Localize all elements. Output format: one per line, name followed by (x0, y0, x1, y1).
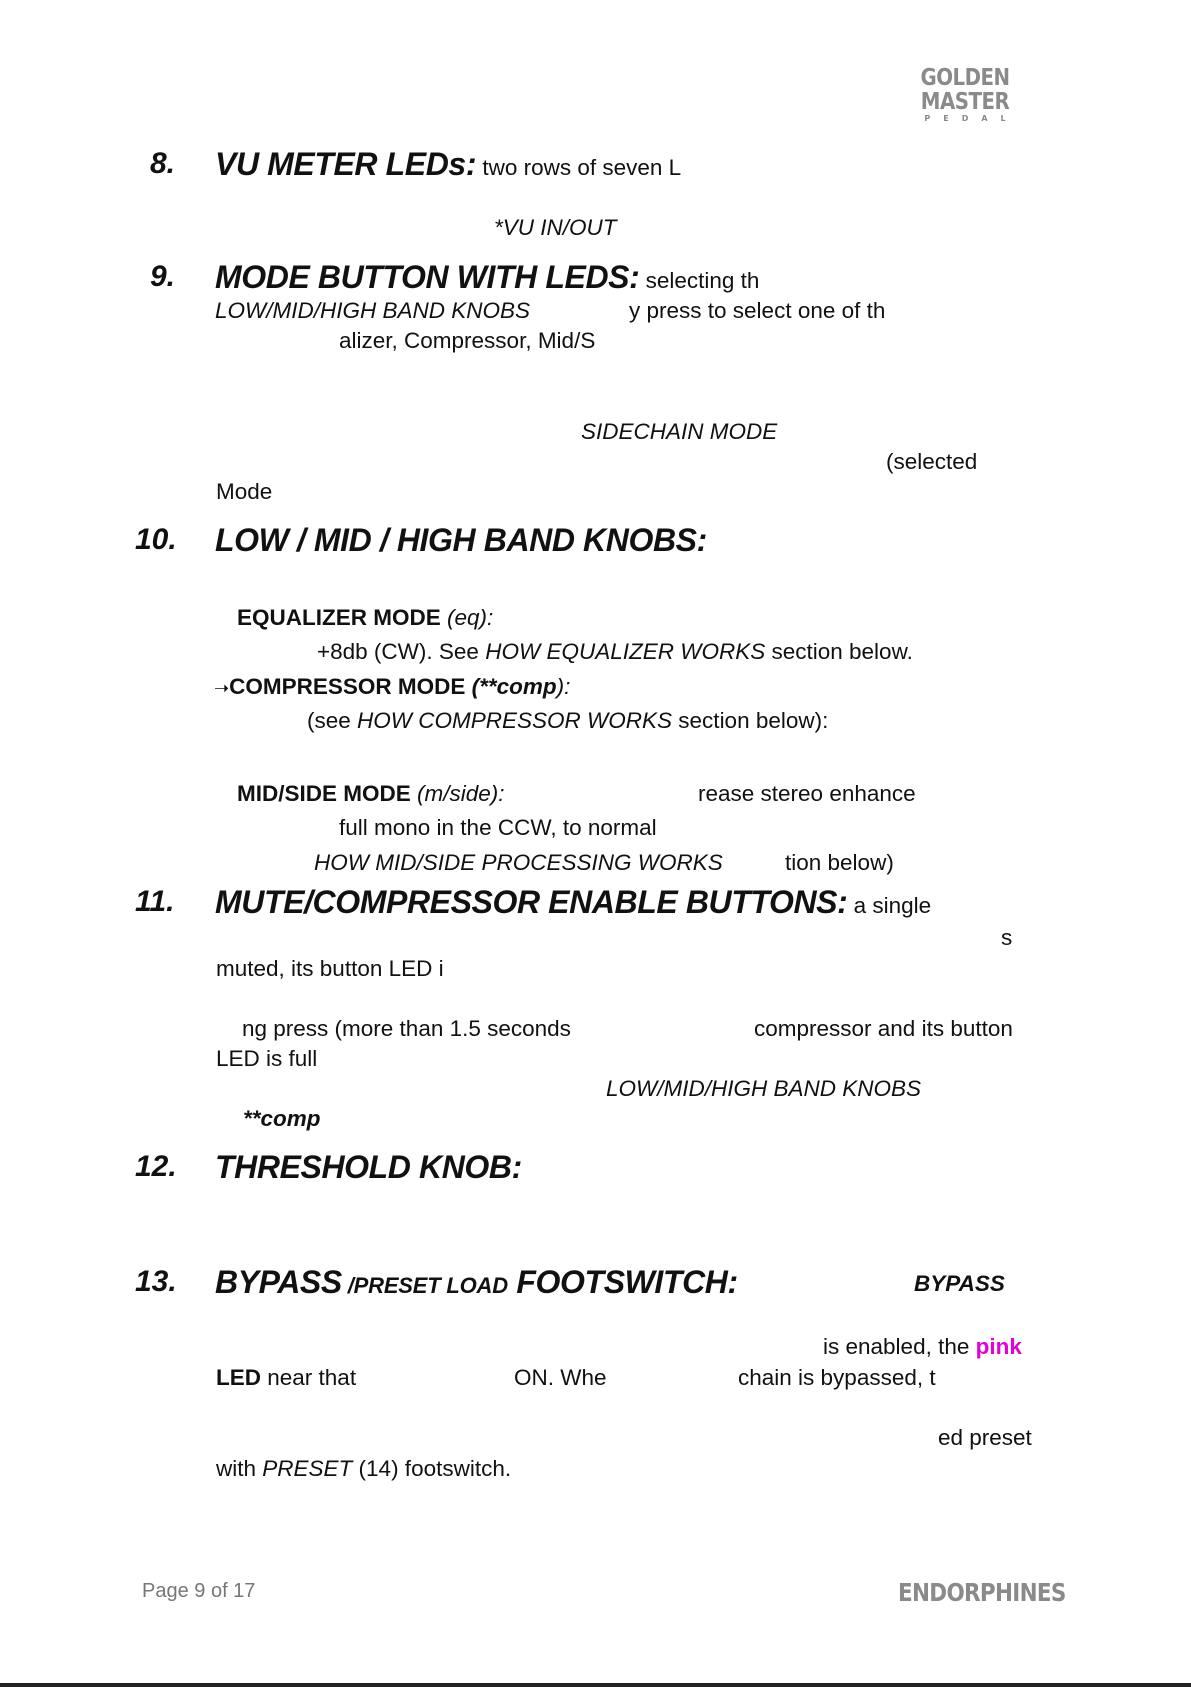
section-9-heading (215, 258, 759, 296)
section-13-number: 13. (135, 1265, 177, 1298)
preset-ref: PRESET (262, 1456, 353, 1481)
section-9-line2: y press to select one of th (629, 298, 886, 323)
section-11-knobs-ref: LOW/MID/HIGH BAND KNOBS (606, 1076, 922, 1101)
section-13-line3a-text: near that (261, 1365, 357, 1390)
section-13-line4: ed preset (938, 1425, 1032, 1450)
led-word: LED (216, 1365, 261, 1390)
section-11-line4: LED is full (216, 1046, 318, 1071)
comp-desc-end: section below): (672, 708, 829, 733)
eq-desc-end: section below. (765, 639, 913, 664)
comp-desc-ref: HOW COMPRESSOR WORKS (357, 708, 673, 733)
section-8-title: VU METER LEDs: (215, 146, 477, 182)
ms-mode-line3: tion below) (785, 850, 894, 875)
section-13-line3a (216, 1364, 356, 1392)
section-13-heading (215, 1263, 738, 1301)
section-9-text: selecting th (639, 268, 760, 293)
arrow-icon: ➝ (214, 678, 230, 698)
section-11-title: MUTE/COMPRESSOR ENABLE BUTTONS: (215, 884, 848, 920)
eq-desc-ref: HOW EQUALIZER WORKS (485, 639, 766, 664)
section-9-knobs-ref: LOW/MID/HIGH BAND KNOBS (215, 298, 531, 323)
section-13-line5-end: (14) footswitch. (352, 1456, 512, 1481)
section-12-title: THRESHOLD KNOB: (215, 1149, 522, 1185)
section-12-number: 12. (135, 1150, 177, 1183)
section-9-line3: alizer, Compressor, Mid/S (339, 328, 596, 353)
section-11-line3a: ng press (more than 1.5 seconds (242, 1016, 571, 1041)
section-10-title: LOW / MID / HIGH BAND KNOBS: (215, 522, 707, 558)
section-13-title-bypass: BYPASS (215, 1264, 342, 1300)
footer-brand-logo: ENDORPHINES (898, 1578, 1066, 1607)
logo-main-text: GOLDEN MASTER (920, 65, 1010, 115)
ms-mode-ref: HOW MID/SIDE PROCESSING WORKS (314, 850, 723, 875)
section-11-comp-note: **comp (243, 1106, 321, 1131)
section-13-line5 (216, 1455, 511, 1483)
comp-desc-start: (see (307, 708, 358, 733)
section-9-title: MODE BUTTON WITH LEDS: (215, 259, 640, 295)
ms-mode-text: rease stereo enhance (698, 781, 916, 806)
comp-mode-tag-end: ): (556, 674, 571, 699)
section-11-text: a single (847, 893, 932, 918)
comp-mode-label: COMPRESSOR MODE (229, 674, 466, 699)
section-13-line3b: ON. Whe (514, 1365, 607, 1390)
eq-desc-start: +8db (CW). See (317, 639, 486, 664)
ms-mode-label: MID/SIDE MODE (237, 781, 411, 806)
section-9-mode: Mode (216, 479, 273, 504)
section-13-title-footswitch: FOOTSWITCH: (507, 1264, 738, 1300)
eq-mode-line (237, 604, 493, 632)
section-8-text: two rows of seven L (476, 155, 682, 180)
section-11-heading (215, 883, 931, 921)
ms-mode-line2: full mono in the CCW, to normal (339, 815, 657, 840)
eq-mode-desc (317, 638, 913, 666)
bottom-border (0, 1683, 1191, 1687)
logo-sub-text: PEDAL (924, 114, 1019, 123)
pink-word: pink (975, 1334, 1022, 1359)
section-11-number: 11. (135, 885, 175, 918)
section-13-line3c: chain is bypassed, t (738, 1365, 936, 1390)
section-11-fragment: s (1001, 925, 1013, 950)
eq-mode-label: EQUALIZER MODE (237, 605, 441, 630)
eq-mode-tag: (eq): (440, 605, 494, 630)
section-9-number: 9. (150, 260, 176, 293)
section-9-sidechain: SIDECHAIN MODE (581, 419, 778, 444)
section-13-bypass-word: BYPASS (914, 1271, 1005, 1296)
comp-mode-desc (307, 707, 828, 735)
ms-mode-line (237, 780, 505, 808)
section-8-heading (215, 145, 681, 183)
section-9-selected: (selected (886, 449, 978, 474)
section-13-title-preset: /PRESET LOAD (341, 1273, 508, 1298)
comp-mode-tag: (**comp (465, 674, 557, 699)
ms-mode-tag: (m/side): (410, 781, 505, 806)
page-number: Page 9 of 17 (142, 1580, 256, 1602)
comp-mode-line (214, 673, 570, 702)
brand-logo (880, 66, 1050, 124)
section-13-line5-start: with (216, 1456, 263, 1481)
section-10-number: 10. (135, 523, 177, 556)
section-13-line2 (823, 1333, 1022, 1361)
section-13-line2-text: is enabled, the (823, 1334, 976, 1359)
section-8-number: 8. (150, 147, 176, 180)
section-11-line2: muted, its button LED i (216, 956, 444, 981)
section-8-note: *VU IN/OUT (494, 215, 617, 240)
section-11-line3b: compressor and its button (754, 1016, 1013, 1041)
